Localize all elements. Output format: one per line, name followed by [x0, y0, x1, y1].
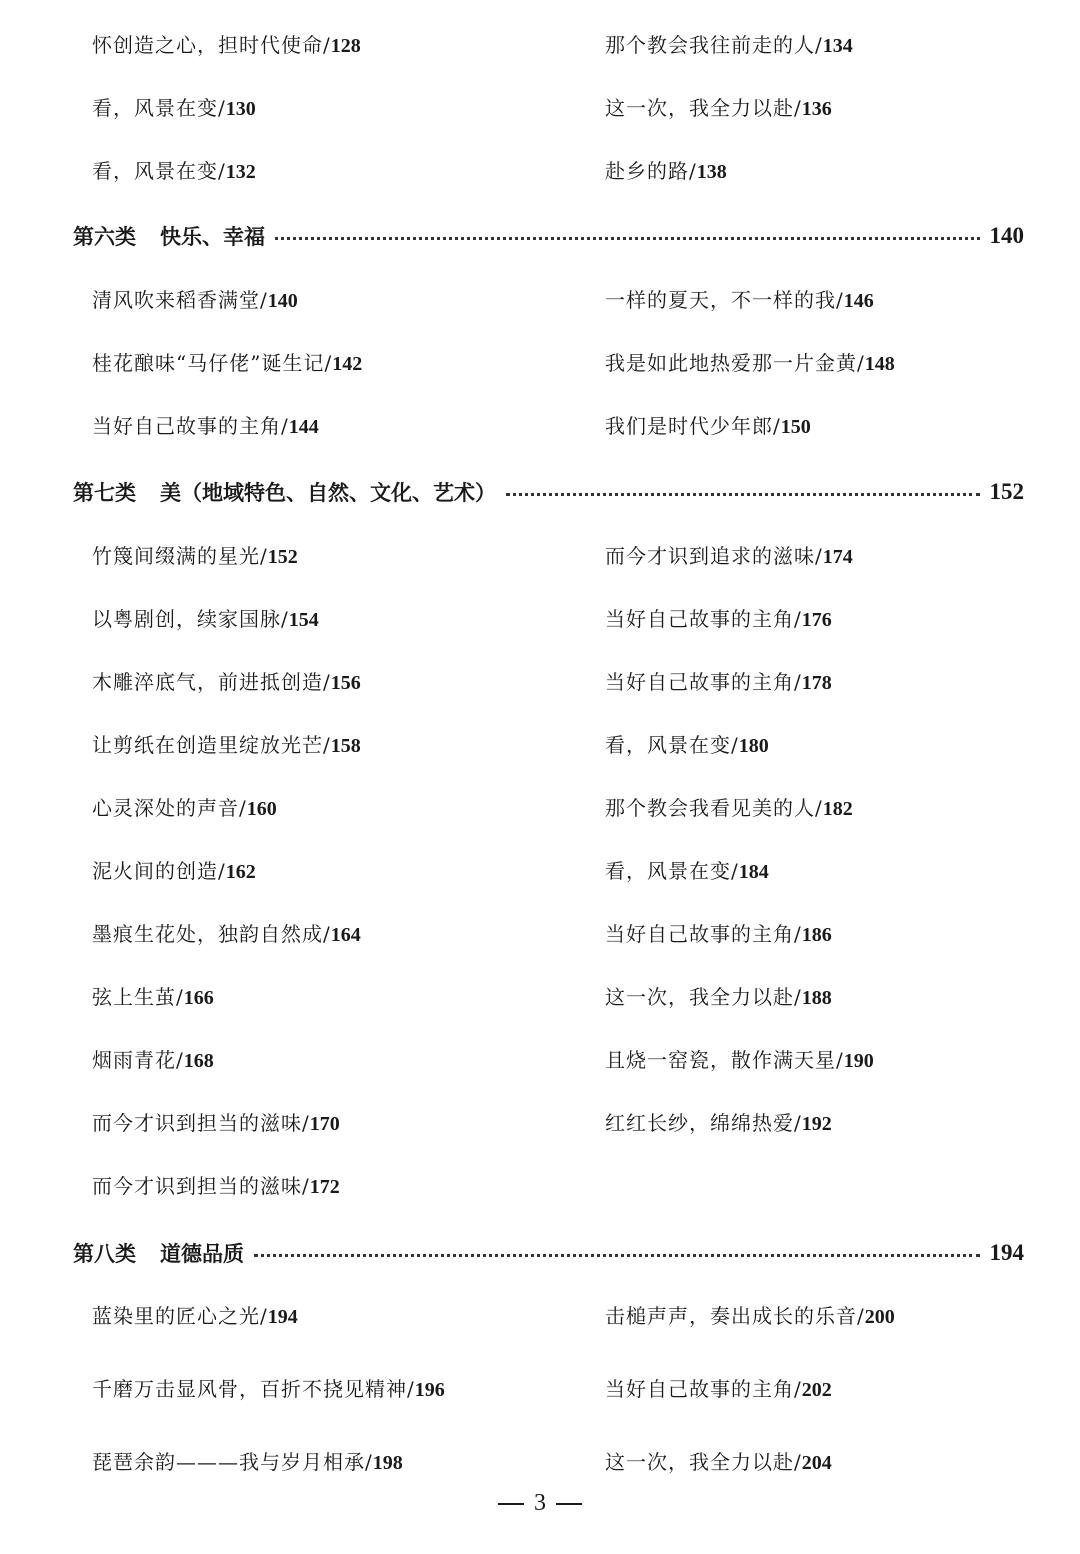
toc-entry: 烟雨青花/168 — [92, 1048, 214, 1072]
toc-entry: 当好自己故事的主角/202 — [605, 1377, 832, 1401]
page-number: 3 — [534, 1490, 546, 1516]
section-heading-6 — [73, 221, 1024, 251]
toc-entry: 看，风景在变/180 — [605, 733, 769, 757]
toc-entry: 以粤剧创，续家国脉/154 — [92, 607, 319, 631]
toc-entry: 当好自己故事的主角/144 — [92, 414, 319, 438]
section-page: 152 — [989, 479, 1024, 504]
toc-entry: 那个教会我看见美的人/182 — [605, 796, 853, 820]
toc-entry: 让剪纸在创造里绽放光芒/158 — [92, 733, 361, 757]
leader-dots — [506, 493, 980, 496]
toc-entry: 那个教会我往前走的人/134 — [605, 33, 853, 57]
section-heading-7 — [73, 477, 1024, 507]
toc-entry: 看，风景在变/130 — [92, 96, 256, 120]
leader-dots — [254, 1254, 980, 1257]
toc-entry: 心灵深处的声音/160 — [92, 796, 277, 820]
toc-entry: 当好自己故事的主角/186 — [605, 922, 832, 946]
toc-entry: 当好自己故事的主角/178 — [605, 670, 832, 694]
toc-entry: 看，风景在变/132 — [92, 159, 256, 183]
toc-entry: 赴乡的路/138 — [605, 159, 727, 183]
section-label: 第六类 — [73, 225, 136, 249]
toc-entry: 一样的夏天，不一样的我/146 — [605, 288, 874, 312]
section-page: 140 — [989, 223, 1024, 248]
toc-entry: 这一次，我全力以赴/136 — [605, 96, 832, 120]
toc-entry: 且烧一窑瓷，散作满天星/190 — [605, 1048, 874, 1072]
toc-entry: 蓝染里的匠心之光/194 — [92, 1304, 298, 1328]
toc-entry: 琵琶余韵———我与岁月相承/198 — [92, 1450, 403, 1474]
section-label: 第八类 — [73, 1242, 136, 1266]
section-heading-8 — [73, 1238, 1024, 1268]
toc-entry: 怀创造之心，担时代使命/128 — [92, 33, 361, 57]
toc-entry: 桂花酿味“马仔佬”诞生记/142 — [92, 351, 363, 375]
toc-entry: 墨痕生花处，独韵自然成/164 — [92, 922, 361, 946]
section-title: 美（地域特色、自然、文化、艺术） — [160, 481, 496, 505]
toc-entry: 而今才识到担当的滋味/172 — [92, 1174, 340, 1198]
section-page: 194 — [989, 1240, 1024, 1265]
section-label: 第七类 — [73, 481, 136, 505]
page-footer — [0, 1490, 1080, 1517]
toc-entry: 这一次，我全力以赴/204 — [605, 1450, 832, 1474]
toc-entry: 千磨万击显风骨，百折不挠见精神/196 — [92, 1377, 445, 1401]
footer-dash-right — [556, 1503, 582, 1505]
toc-entry: 而今才识到担当的滋味/170 — [92, 1111, 340, 1135]
toc-entry: 竹篾间缀满的星光/152 — [92, 544, 298, 568]
toc-entry: 当好自己故事的主角/176 — [605, 607, 832, 631]
toc-entry: 我们是时代少年郎/150 — [605, 414, 811, 438]
toc-entry: 看，风景在变/184 — [605, 859, 769, 883]
toc-entry: 弦上生茧/166 — [92, 985, 214, 1009]
toc-entry: 红红长纱，绵绵热爱/192 — [605, 1111, 832, 1135]
section-title: 道德品质 — [160, 1242, 244, 1266]
toc-entry: 清风吹来稻香满堂/140 — [92, 288, 298, 312]
toc-entry: 击槌声声，奏出成长的乐音/200 — [605, 1304, 895, 1328]
footer-dash-left — [498, 1503, 524, 1505]
toc-entry: 而今才识到追求的滋味/174 — [605, 544, 853, 568]
toc-entry: 泥火间的创造/162 — [92, 859, 256, 883]
toc-entry: 这一次，我全力以赴/188 — [605, 985, 832, 1009]
toc-entry: 木雕淬底气，前进抵创造/156 — [92, 670, 361, 694]
section-title: 快乐、幸福 — [160, 225, 265, 249]
toc-entry: 我是如此地热爱那一片金黄/148 — [605, 351, 895, 375]
leader-dots — [275, 237, 980, 240]
